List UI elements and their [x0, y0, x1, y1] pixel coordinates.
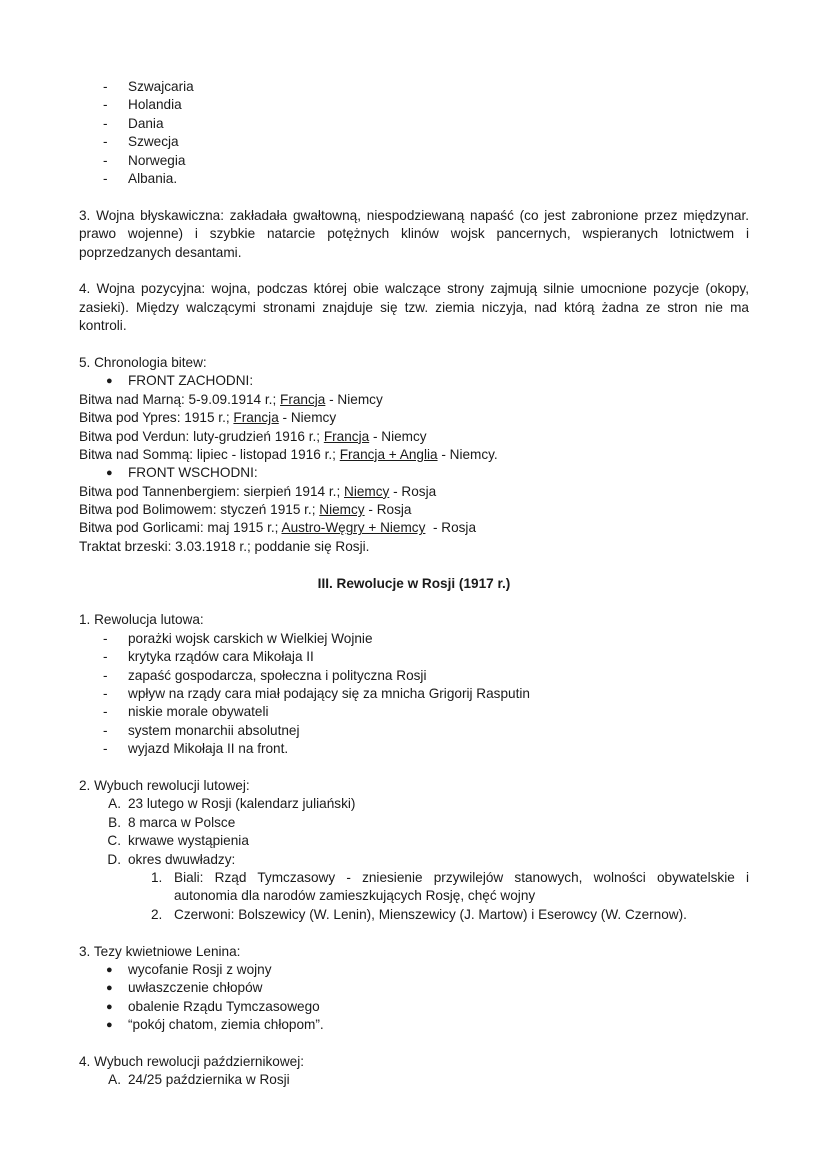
february-outbreak-list [79, 795, 749, 869]
list-item: - Holandia [103, 97, 182, 113]
february-outbreak-heading: 2. Wybuch rewolucji lutowej: [79, 777, 250, 793]
list-item: - porażki wojsk carskich w Wielkiej Wojnie [103, 630, 373, 646]
neutral-countries-list [79, 78, 749, 188]
list-item: ● “pokój chatom, ziemia chłopom”. [106, 1017, 324, 1033]
list-item: - krytyka rządów cara Mikołaja II [103, 649, 314, 665]
list-item: 1. Biali: Rząd Tymczasowy - zniesienie przywilejów stanowych, wolności obywatelskie i autonomia dla narodów zamieszkujących Rosję, chęć wojny [151, 869, 749, 904]
list-item: B. 8 marca w Polsce [108, 814, 236, 830]
list-item: - niskie morale obywateli [103, 704, 269, 720]
list-item: ● wycofanie Rosji z wojny [106, 961, 272, 977]
battle-line: Bitwa pod Ypres: 1915 r.; Francja - Niemcy [79, 410, 337, 426]
list-item: - Albania. [103, 170, 178, 186]
february-revolution-heading: 1. Rewolucja lutowa: [79, 612, 204, 628]
list-item: - wyjazd Mikołaja II na front. [103, 741, 289, 757]
list-item: C. krwawe wystąpienia [107, 833, 249, 849]
list-item: A. 24/25 października w Rosji [108, 1072, 290, 1088]
front-east-label: ● FRONT WSCHODNI: [106, 465, 258, 481]
list-item: ● obalenie Rządu Tymczasowego [106, 998, 320, 1014]
list-item: - system monarchii absolutnej [103, 722, 300, 738]
battle-line: Bitwa pod Bolimowem: styczeń 1915 r.; Niemcy - Rosja [79, 502, 412, 518]
list-item: - zapaść gospodarcza, społeczna i polityczna Rosji [103, 667, 427, 683]
october-revolution-heading: 4. Wybuch rewolucji październikowej: [79, 1053, 305, 1069]
section-title: III. Rewolucje w Rosji (1917 r.) [317, 575, 511, 591]
list-item: ● uwłaszczenie chłopów [106, 980, 263, 996]
front-west-label: ● FRONT ZACHODNI: [106, 373, 254, 389]
paragraph-blitzkrieg: 3. Wojna błyskawiczna: zakładała gwałtowną, niespodziewaną napaść (co jest zabronione przez międzynar. prawo wojenne) i szybkie natarcie potężnych klinów wojsk pancernych, wspieranych lotnictwem i poprzedzanych desantami. [79, 207, 749, 260]
october-outbreak-list [79, 1071, 749, 1089]
dual-power-list [79, 869, 749, 924]
battle-line: Bitwa nad Sommą: lipiec - listopad 1916 r.; Francja + Anglia - Niemcy. [79, 446, 498, 462]
list-item: - Szwecja [103, 134, 179, 150]
list-item: - wpływ na rządy cara miał podający się za mnicha Grigorij Rasputin [103, 685, 530, 701]
april-theses-list [79, 961, 749, 1035]
chronology-heading: 5. Chronologia bitew: [79, 354, 207, 370]
list-item: 2. Czerwoni: Bolszewicy (W. Lenin), Mienszewicy (J. Martow) i Eserowcy (W. Czernow). [151, 906, 687, 922]
paragraph-trench-warfare: 4. Wojna pozycyjna: wojna, podczas której obie walczące strony zajmują silnie umocnione pozycje (okopy, zasieki). Między walczącymi stronami znajduje się tzw. ziemia niczyja, nad którą żadna ze stron nie ma kontroli. [79, 281, 749, 334]
list-item: - Norwegia [103, 152, 186, 168]
treaty-line: Traktat brzeski: 3.03.1918 r.; poddanie się Rosji. [79, 538, 370, 554]
april-theses-heading: 3. Tezy kwietniowe Lenina: [79, 943, 241, 959]
list-item: A. 23 lutego w Rosji (kalendarz juliański) [108, 796, 356, 812]
battle-line: Bitwa pod Tannenbergiem: sierpień 1914 r.; Niemcy - Rosja [79, 483, 437, 499]
february-causes-list [79, 630, 749, 759]
battle-line: Bitwa pod Gorlicami: maj 1915 r.; Austro-Węgry + Niemcy - Rosja [79, 520, 477, 536]
document-page [79, 78, 749, 1090]
battle-line: Bitwa nad Marną: 5-9.09.1914 r.; Francja - Niemcy [79, 391, 383, 407]
battle-line: Bitwa pod Verdun: luty-grudzień 1916 r.; Francja - Niemcy [79, 428, 427, 444]
list-item: - Dania [103, 115, 164, 131]
list-item: - Szwajcaria [103, 79, 194, 94]
list-item: D. okres dwuwładzy: [107, 851, 236, 867]
